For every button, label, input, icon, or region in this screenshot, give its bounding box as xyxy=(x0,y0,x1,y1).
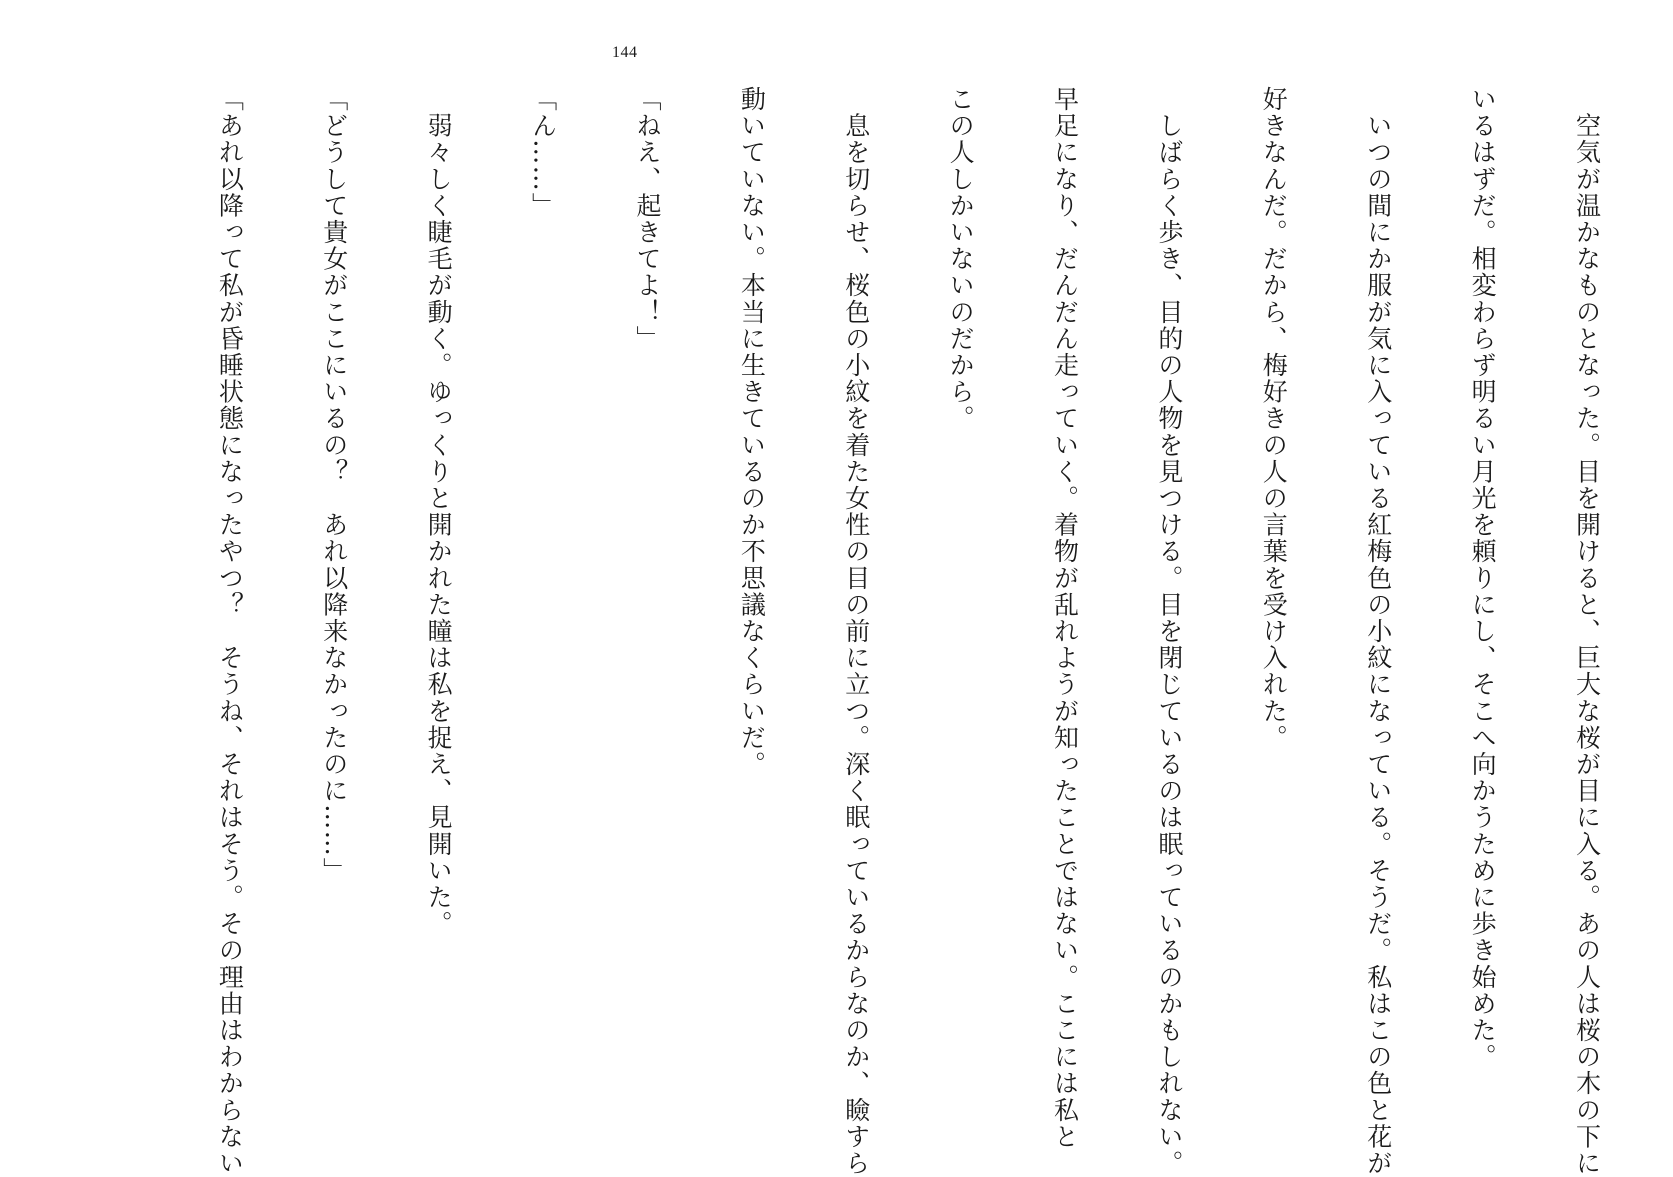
text-line: しばらく歩き、目的の人物を見つける。目を閉じているのは眠っているのかもしれない。 xyxy=(1154,86,1184,1177)
dialogue-line: 「あれ以降って私が昏睡状態になったやつ？ そうね、それはそう。その理由はわからない xyxy=(215,86,245,1177)
text-line: 動いていない。本当に生きているのか不思議なくらいだ。 xyxy=(737,86,767,778)
text-line: 息を切らせ、桜色の小紋を着た女性の目の前に立つ。深く眠っているからなのか、瞼すら xyxy=(841,86,871,1177)
dialogue-line: 「どうして貴女がここにいるの？ あれ以降来なかったのに……」 xyxy=(319,86,349,884)
dialogue-line: 「ねえ、起きてよ！」 xyxy=(632,86,662,352)
dialogue-line: 「ん……」 xyxy=(528,86,558,219)
text-line: 弱々しく睫毛が動く。ゆっくりと開かれた瞳は私を捉え、見開いた。 xyxy=(424,86,454,938)
text-line: 好きなんだ。だから、梅好きの人の言葉を受け入れた。 xyxy=(1259,86,1289,751)
vertical-text-body xyxy=(142,86,1673,1177)
text-line: いるはずだ。相変わらず明るい月光を頼りにし、そこへ向かうために歩き始めた。 xyxy=(1468,86,1498,1071)
text-line: この人しかいないのだから。 xyxy=(946,86,976,432)
text-line: 早足になり、だんだん走っていく。着物が乱れようが知ったことではない。ここには私と xyxy=(1050,86,1080,1150)
text-line: いつの間にか服が気に入っている紅梅色の小紋になっている。そうだ。私はこの色と花が xyxy=(1363,86,1393,1177)
page-number: 144 xyxy=(612,44,638,61)
text-line: 空気が温かなものとなった。目を開けると、巨大な桜が目に入る。あの人は桜の木の下に xyxy=(1572,86,1602,1177)
